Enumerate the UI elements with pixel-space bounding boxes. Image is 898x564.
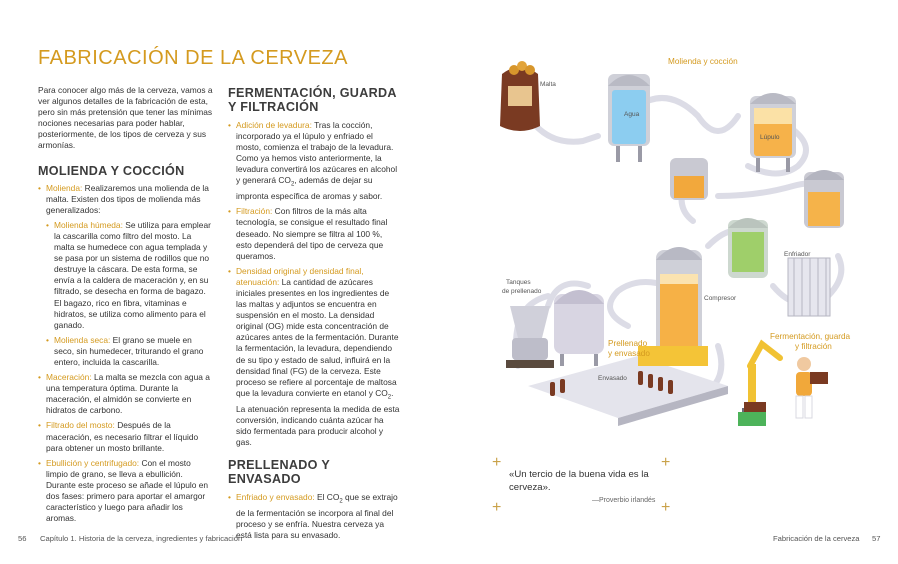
decorative-cross-icon: + bbox=[661, 454, 671, 471]
list-item: • Densidad original y densidad final, atenuación: La cantidad de azúcares iniciales presentes en los ingredientes de las maltas y adjuntos se encuentra en suspensión en el mosto. La densidad original (OG) mide esta concentración de azúcares antes de la fermentación. Durante la fermentación, la levadura, dependiendo de su tipo y estado de salud, influirá en la densidad final (FG) de la cerveza. Este proceso se refiere al porcentaje de maltosa que la levadura convierte en etanol y $CO_2$. La atenuación representa la medida de esta conversión, indicando cuánta azúcar ha sido fermentada para producir alcohol y gas. bbox=[228, 266, 400, 448]
label-tanques-1: Tanques bbox=[506, 279, 531, 286]
label-envasado: Envasado bbox=[598, 375, 627, 382]
stage-label-fermentacion-2: y filtración bbox=[795, 342, 832, 351]
kettle-2 bbox=[804, 170, 844, 228]
worker-figure bbox=[796, 357, 828, 418]
footer-section: Fabricación de la cerveza bbox=[773, 534, 860, 543]
column-middle bbox=[228, 86, 400, 545]
quote-source: —Proverbio irlandés bbox=[592, 497, 656, 504]
malta-sack bbox=[500, 61, 540, 131]
page-title: FABRICACIÓN DE LA CERVEZA bbox=[38, 47, 348, 69]
label-agua: Agua bbox=[624, 111, 640, 118]
stage-label-prellenado-2: y envasado bbox=[608, 349, 650, 358]
lupulo-tank bbox=[750, 93, 796, 172]
quote-text: «Un tercio de la buena vida es la cerveza». bbox=[509, 469, 649, 493]
agua-tank bbox=[608, 74, 650, 162]
list-item: • Filtración: Con filtros de la más alta tecnología, se consigue el resultado final deseado. No siempre se filtra al 100 %, esto dependerá del tipo de cerveza que queramos. bbox=[228, 206, 400, 261]
section-heading-fermentacion: FERMENTACIÓN, GUARDA Y FILTRACIÓN bbox=[228, 86, 397, 114]
list-item: • Molienda seca: El grano se muele en seco, sin humedecer, triturando el grano entero, incluida la cascarilla. bbox=[46, 335, 214, 368]
list-item: • Adición de levadura: Tras la cocción, incorporado ya el lúpulo y enfriado el mosto, comienza el trabajo de la levadura. Como ya hemos visto anteriormente, la levadura convertirá los azúcares en alcohol y generará $CO_2$, además de dejar su impronta específica de aromas y sabor. bbox=[228, 120, 400, 202]
label-malta: Malta bbox=[540, 81, 556, 88]
label-tanques-2: de prellenado bbox=[502, 288, 542, 295]
stage-label-molienda: Molienda y cocción bbox=[668, 57, 738, 66]
list-item: • Maceración: La malta se mezcla con agua a una temperatura óptima. Durante la maceración, el almidón se convierte en hidratos de carbono. bbox=[38, 372, 214, 416]
decorative-cross-icon: + bbox=[661, 499, 671, 516]
funnel-tank bbox=[506, 306, 554, 368]
intro-paragraph: Para conocer algo más de la cerveza, vamos a ver algunos detalles de la fabricación de esta, pero sin más pretensión que tener las mínimas nociones necesarias para poder hablar, posteriormente, de los tipos de cerveza y sus armonías. bbox=[38, 85, 213, 151]
page-number-right: 57 bbox=[872, 534, 881, 543]
page-number-left: 56 bbox=[18, 534, 27, 543]
label-compresor: Compresor bbox=[704, 295, 737, 302]
molienda-list bbox=[38, 183, 214, 525]
label-lupulo: Lúpulo bbox=[760, 134, 780, 141]
section-heading-molienda: MOLIENDA Y COCCIÓN bbox=[38, 163, 185, 178]
footer-chapter: Capítulo 1. Historia de la cerveza, ingredientes y fabricación bbox=[40, 534, 243, 543]
brewery-process-diagram bbox=[488, 46, 868, 436]
stage-label-fermentacion-1: Fermentación, guarda bbox=[770, 332, 851, 341]
main-fermenter bbox=[656, 247, 702, 360]
prellenado-tank bbox=[554, 290, 604, 366]
prellenado-list bbox=[228, 492, 400, 541]
stage-label-prellenado-1: Prellenado bbox=[608, 339, 648, 348]
conveyor-belt bbox=[528, 346, 728, 426]
list-item: • Molienda húmeda: Se utiliza para emplear la cascarilla como filtro del mosto. La malta se humedece con agua templada y se pasa por un sistema de rodillos que no destruye la cáscara. De esta forma, se envía a la caldera de maceración y, en su filtrado, se desecha en forma de bagazo. El bagazo, rico en fibra, vitaminas e hidratos, se utiliza como alimento para el ganado. bbox=[46, 220, 214, 331]
list-item: • Ebullición y centrifugado: Con el mosto limpio de grano, se lleva a ebullición. Durante este proceso se añade el lúpulo en dos fases: primero para aportar el amargor característico y luego para añadir los aromas. bbox=[38, 458, 214, 525]
list-item: • Enfriado y envasado: El $CO_2$ que se extrajo de la fermentación se incorpora al final del proceso y se enfría. Nuestra cerveza ya está lista para su envasado. bbox=[228, 492, 400, 541]
beer-crates bbox=[738, 402, 766, 426]
label-enfriador: Enfriador bbox=[784, 251, 811, 258]
section-heading-prellenado: PRELLENADO Y ENVASADO bbox=[228, 457, 330, 486]
decorative-cross-icon: + bbox=[492, 454, 502, 471]
fermentation-tank bbox=[728, 218, 768, 278]
fermentacion-list bbox=[228, 120, 400, 448]
kettle-1 bbox=[670, 158, 708, 200]
list-item: • Molienda: Realizaremos una molienda de la malta. Existen dos tipos de molienda más generalizados: • Molienda húmeda: Se utiliza para emplear la cascarilla como filtro del mosto. La malta se humedece con agua templada y se pasa por un sistema de rodillos que no destruye la cáscara. De esta forma, se envía a la caldera de maceración y, en su filtrado, se desecha en forma de bagazo. El bagazo, rico en fibra, vitaminas e hidratos, se utiliza como alimento para el ganado. • Molienda seca: El grano se muele en seco, sin humedecer, triturando el grano entero, incluida la cascarilla. bbox=[38, 183, 214, 369]
molienda-sublist bbox=[46, 220, 214, 368]
column-left bbox=[38, 85, 214, 528]
list-item: • Filtrado del mosto: Después de la maceración, es necesario filtrar el líquido para obtener un mosto brillante. bbox=[38, 420, 214, 453]
decorative-cross-icon: + bbox=[492, 499, 502, 516]
enfriador bbox=[788, 258, 830, 316]
